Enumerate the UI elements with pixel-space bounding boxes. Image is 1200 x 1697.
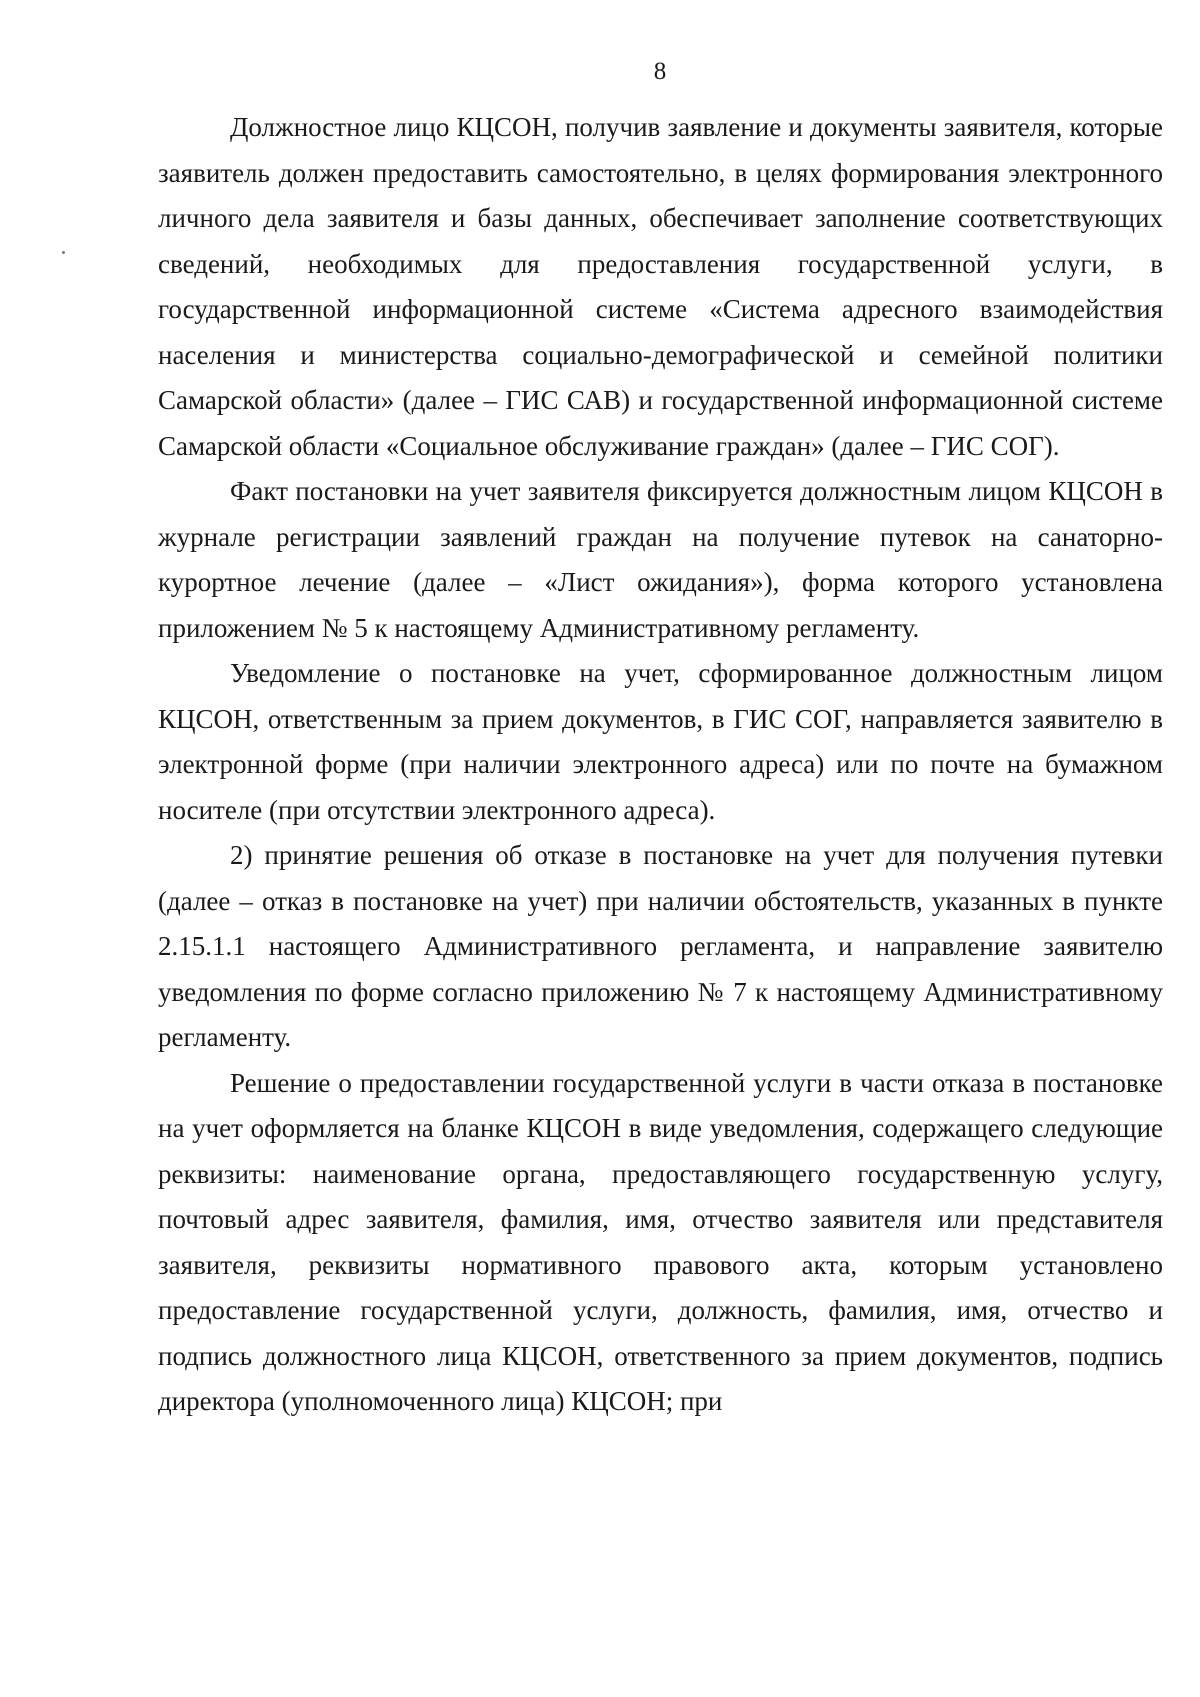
page-number: 8: [653, 58, 667, 85]
paragraph-gis-registration: Должностное лицо КЦСОН, получив заявление и документы заявителя, которые заявитель должен предоставить самостоятельно, в целях формирования электронного личного дела заявителя и базы данных, обеспечивает заполнение соответствующих сведений, необходимых для предоставления государственной услуги, в государственной информационной системе «Система адресного взаимодействия населения и министерства социально-демографической и семейной политики Самарской области» (далее – ГИС САВ) и государственной информационной системе Самарской области «Социальное обслуживание граждан» (далее – ГИС СОГ).: [158, 112, 1163, 461]
paragraph-notification: Уведомление о постановке на учет, сформированное должностным лицом КЦСОН, ответственным за прием документов, в ГИС СОГ, направляется заявителю в электронной форме (при наличии электронного адреса) или по почте на бумажном носителе (при отсутствии электронного адреса).: [158, 658, 1163, 825]
scan-speck: [62, 251, 65, 254]
document-body: [158, 105, 1163, 1425]
paragraph-refusal-decision: 2) принятие решения об отказе в постановке на учет для получения путевки (далее – отказ в постановке на учет) при наличии обстоятельств, указанных в пункте 2.15.1.1 настоящего Административного регламента, и направление заявителю уведомления по форме согласно приложению № 7 к настоящему Административному регламенту.: [158, 840, 1163, 1052]
paragraph-registration-fact: Факт постановки на учет заявителя фиксируется должностным лицом КЦСОН в журнале регистрации заявлений граждан на получение путевок на санаторно-курортное лечение (далее – «Лист ожидания»), форма которого установлена приложением № 5 к настоящему Административному регламенту.: [158, 476, 1163, 643]
paragraph-refusal-form: Решение о предоставлении государственной услуги в части отказа в постановке на учет оформляется на бланке КЦСОН в виде уведомления, содержащего следующие реквизиты: наименование органа, предоставляющего государственную услугу, почтовый адрес заявителя, фамилия, имя, отчество заявителя или представителя заявителя, реквизиты нормативного правового акта, которым установлено предоставление государственной услуги, должность, фамилия, имя, отчество и подпись должностного лица КЦСОН, ответственного за прием документов, подпись директора (уполномоченного лица) КЦСОН; при: [158, 1067, 1163, 1416]
